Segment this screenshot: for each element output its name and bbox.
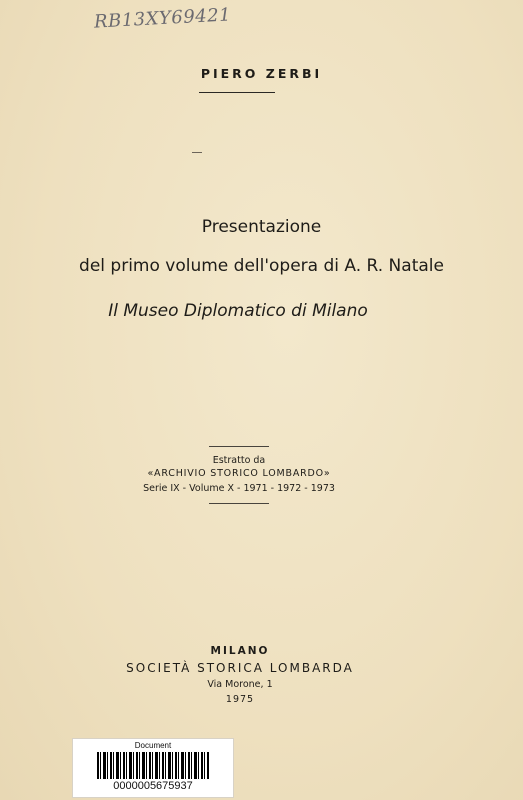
barcode-number: 0000005675937 [113,780,193,792]
extract-bottom-rule [209,503,269,504]
publisher-city: MILANO [210,645,270,657]
decorative-dash [192,152,202,153]
barcode-icon [97,752,209,779]
extract-line-2: «ARCHIVIO STORICO LOMBARDO» [147,468,331,479]
author-name: PIERO ZERBI [200,66,323,81]
title-line-3: Il Museo Diplomatico di Milano [108,301,368,321]
library-barcode-sticker [72,738,234,798]
extract-line-1: Estratto da [212,455,266,466]
extract-top-rule [209,446,269,447]
publisher-name: SOCIETÀ STORICA LOMBARDA [126,661,354,675]
publication-year: 1975 [225,694,255,705]
publisher-address: Via Morone, 1 [207,679,273,690]
title-line-2: del primo volume dell'opera di A. R. Natale [79,256,444,276]
handwritten-shelfmark: RB13XY69421 [93,4,232,33]
extract-line-3: Serie IX - Volume X - 1971 - 1972 - 1973 [143,483,335,494]
author-underline [199,92,275,93]
title-line-1: Presentazione [201,217,322,237]
sticker-label: Document [134,741,172,750]
